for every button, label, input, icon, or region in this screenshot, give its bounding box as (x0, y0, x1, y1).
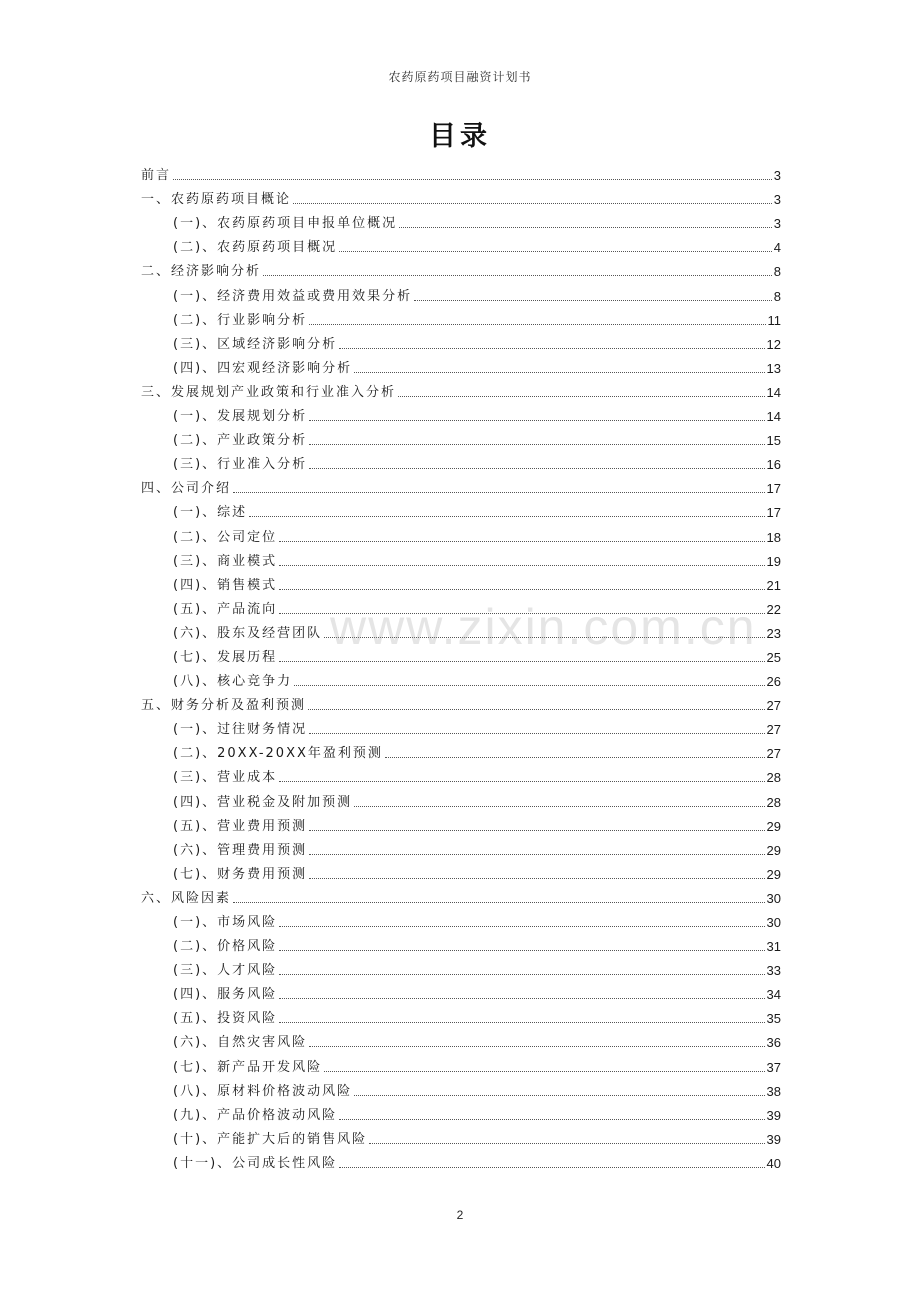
toc-entry-page: 28 (766, 794, 781, 810)
toc-dot-leader (279, 998, 764, 999)
toc-entry[interactable] (141, 1076, 781, 1100)
toc-entry-page: 36 (766, 1035, 781, 1051)
toc-entry[interactable] (141, 979, 781, 1003)
toc-entry-page: 35 (766, 1011, 781, 1027)
toc-dot-leader (279, 541, 764, 542)
toc-entry-label: (五)、营业费用预测 (173, 818, 308, 834)
toc-dot-leader (324, 637, 764, 638)
toc-entry[interactable] (141, 401, 781, 425)
toc-entry[interactable] (141, 642, 781, 666)
toc-entry-page: 19 (766, 553, 781, 569)
toc-entry[interactable] (141, 425, 781, 449)
toc-dot-leader (309, 878, 764, 879)
toc-entry[interactable] (141, 184, 781, 208)
toc-dot-leader (279, 950, 764, 951)
toc-dot-leader (369, 1143, 764, 1144)
toc-entry-label: 四、公司介绍 (141, 481, 232, 497)
toc-entry-page: 34 (766, 987, 781, 1003)
toc-entry-label: (六)、自然灾害风险 (173, 1035, 308, 1051)
toc-entry[interactable] (141, 546, 781, 570)
toc-entry-page: 22 (766, 601, 781, 617)
toc-entry[interactable] (141, 859, 781, 883)
toc-entry-label: 前言 (141, 168, 172, 184)
toc-dot-leader (308, 709, 765, 710)
toc-entry-page: 28 (766, 770, 781, 786)
toc-entry-label: (七)、财务费用预测 (173, 866, 308, 882)
toc-entry[interactable] (141, 955, 781, 979)
toc-dot-leader (279, 565, 764, 566)
toc-entry[interactable] (141, 160, 781, 184)
toc-dot-leader (263, 275, 772, 276)
toc-entry-label: (八)、核心竞争力 (173, 674, 293, 690)
toc-entry[interactable] (141, 256, 781, 280)
toc-dot-leader (279, 781, 764, 782)
toc-entry[interactable] (141, 690, 781, 714)
toc-dot-leader (339, 1119, 764, 1120)
toc-entry-page: 15 (766, 433, 781, 449)
toc-entry-label: (四)、服务风险 (173, 987, 278, 1003)
toc-entry-label: (一)、过往财务情况 (173, 722, 308, 738)
toc-entry-page: 3 (773, 216, 781, 232)
toc-entry-label: (四)、销售模式 (173, 577, 278, 593)
toc-entry[interactable] (141, 618, 781, 642)
toc-entry-page: 18 (766, 529, 781, 545)
toc-dot-leader (279, 613, 764, 614)
toc-entry[interactable] (141, 738, 781, 762)
toc-dot-leader (309, 830, 764, 831)
toc-entry-label: (二)、20XX-20XX年盈利预测 (173, 746, 383, 762)
toc-entry[interactable] (141, 883, 781, 907)
toc-dot-leader (414, 300, 772, 301)
toc-entry-label: (三)、商业模式 (173, 553, 278, 569)
toc-entry[interactable] (141, 329, 781, 353)
toc-entry-page: 30 (766, 890, 781, 906)
toc-dot-leader (233, 902, 765, 903)
toc-entry[interactable] (141, 714, 781, 738)
toc-entry-label: (三)、区域经济影响分析 (173, 336, 338, 352)
toc-entry-label: (十一)、公司成长性风险 (173, 1155, 338, 1171)
toc-dot-leader (309, 444, 764, 445)
toc-dot-leader (399, 227, 772, 228)
toc-entry[interactable] (141, 280, 781, 304)
toc-entry[interactable] (141, 208, 781, 232)
toc-dot-leader (354, 372, 764, 373)
toc-entry-label: (九)、产品价格波动风险 (173, 1107, 338, 1123)
toc-entry-label: (二)、价格风险 (173, 939, 278, 955)
toc-entry-label: (五)、投资风险 (173, 1011, 278, 1027)
toc-entry-page: 23 (766, 625, 781, 641)
running-header: 农药原药项目融资计划书 (388, 70, 532, 84)
toc-dot-leader (309, 854, 764, 855)
toc-entry-label: (二)、行业影响分析 (173, 312, 308, 328)
toc-entry-page: 33 (766, 963, 781, 979)
toc-entry-label: (八)、原材料价格波动风险 (173, 1083, 353, 1099)
toc-entry-label: (五)、产品流向 (173, 601, 278, 617)
toc-entry-page: 16 (766, 457, 781, 473)
toc-entry-page: 13 (766, 360, 781, 376)
toc-entry[interactable] (141, 1100, 781, 1124)
toc-dot-leader (279, 1022, 764, 1023)
toc-entry-page: 31 (766, 939, 781, 955)
toc-entry-page: 29 (766, 866, 781, 882)
toc-entry-page: 12 (766, 336, 781, 352)
page-title: 目录 (429, 121, 491, 152)
toc-entry-label: (七)、发展历程 (173, 649, 278, 665)
watermark: www.zixin.com.cn (330, 599, 757, 655)
toc-entry-label: (四)、四宏观经济影响分析 (173, 360, 353, 376)
toc-entry[interactable] (141, 1124, 781, 1148)
toc-dot-leader (293, 203, 772, 204)
toc-dot-leader (385, 757, 765, 758)
toc-entry-page: 14 (766, 409, 781, 425)
toc-entry[interactable] (141, 1148, 781, 1172)
toc-entry[interactable] (141, 666, 781, 690)
toc-dot-leader (398, 396, 765, 397)
toc-dot-leader (294, 685, 764, 686)
toc-entry-label: (七)、新产品开发风险 (173, 1059, 323, 1075)
toc-entry[interactable] (141, 377, 781, 401)
toc-entry-page: 27 (766, 746, 781, 762)
toc-entry-label: 五、财务分析及盈利预测 (141, 698, 307, 714)
toc-dot-leader (279, 661, 764, 662)
toc-entry-page: 38 (766, 1083, 781, 1099)
toc-entry-label: (三)、行业准入分析 (173, 457, 308, 473)
toc-entry-page: 8 (773, 288, 781, 304)
page-number: 2 (456, 1208, 464, 1222)
toc-entry-page: 21 (766, 577, 781, 593)
toc-entry-label: 三、发展规划产业政策和行业准入分析 (141, 384, 397, 400)
toc-entry-page: 4 (773, 240, 781, 256)
toc-dot-leader (279, 589, 764, 590)
toc-entry[interactable] (141, 521, 781, 545)
toc-entry[interactable] (141, 1027, 781, 1051)
toc-entry[interactable] (141, 353, 781, 377)
toc-entry-page: 39 (766, 1131, 781, 1147)
toc-dot-leader (309, 324, 765, 325)
toc-entry[interactable] (141, 570, 781, 594)
toc-entry[interactable] (141, 835, 781, 859)
toc-entry[interactable] (141, 931, 781, 955)
toc-entry-page: 27 (766, 698, 781, 714)
toc-entry-page: 3 (773, 192, 781, 208)
table-of-contents (141, 160, 781, 1172)
toc-entry-page: 26 (766, 674, 781, 690)
toc-entry-page: 37 (766, 1059, 781, 1075)
toc-entry[interactable] (141, 1051, 781, 1075)
toc-entry-page: 14 (766, 384, 781, 400)
toc-entry[interactable] (141, 449, 781, 473)
toc-entry[interactable] (141, 594, 781, 618)
toc-entry-label: (六)、股东及经营团队 (173, 625, 323, 641)
toc-entry[interactable] (141, 232, 781, 256)
toc-entry-page: 25 (766, 649, 781, 665)
toc-entry-label: (六)、管理费用预测 (173, 842, 308, 858)
toc-dot-leader (339, 1167, 764, 1168)
toc-entry-page: 30 (766, 915, 781, 930)
toc-dot-leader (309, 1046, 764, 1047)
toc-entry-label: (二)、公司定位 (173, 529, 278, 545)
toc-entry[interactable] (141, 762, 781, 786)
toc-entry-page: 11 (767, 312, 781, 328)
toc-entry[interactable] (141, 1003, 781, 1027)
toc-entry-page: 29 (766, 818, 781, 834)
toc-dot-leader (173, 179, 772, 180)
toc-entry-label: (二)、产业政策分析 (173, 433, 308, 449)
toc-dot-leader (249, 516, 764, 517)
toc-entry-label: (四)、营业税金及附加预测 (173, 794, 353, 810)
toc-entry-label: (三)、营业成本 (173, 770, 278, 786)
toc-dot-leader (309, 468, 764, 469)
toc-entry-page: 27 (766, 722, 781, 738)
toc-entry-label: 一、农药原药项目概论 (141, 192, 292, 208)
toc-entry-label: (十)、产能扩大后的销售风险 (173, 1131, 368, 1147)
toc-dot-leader (279, 974, 764, 975)
toc-entry-label: (一)、经济费用效益或费用效果分析 (173, 288, 413, 304)
toc-dot-leader (279, 926, 764, 927)
toc-entry-page: 17 (766, 481, 781, 497)
toc-entry-label: (一)、农药原药项目申报单位概况 (173, 216, 398, 232)
toc-dot-leader (339, 251, 772, 252)
toc-dot-leader (354, 806, 764, 807)
toc-entry-label: (一)、发展规划分析 (173, 409, 308, 425)
toc-entry-label: (一)、综述 (173, 505, 248, 521)
toc-entry-page: 39 (766, 1107, 781, 1123)
toc-entry-page: 8 (773, 264, 781, 280)
toc-dot-leader (354, 1095, 764, 1096)
toc-dot-leader (309, 420, 764, 421)
toc-entry[interactable] (141, 786, 781, 810)
toc-entry[interactable] (141, 305, 781, 329)
toc-entry-label: 二、经济影响分析 (141, 264, 262, 280)
toc-entry[interactable] (141, 473, 781, 497)
toc-dot-leader (233, 492, 765, 493)
toc-entry-label: (一)、市场风险 (173, 915, 278, 930)
toc-entry[interactable] (141, 907, 781, 931)
toc-entry-page: 29 (766, 842, 781, 858)
toc-entry-page: 40 (766, 1155, 781, 1171)
toc-entry[interactable] (141, 497, 781, 521)
toc-entry-page: 3 (773, 168, 781, 184)
toc-entry-label: (三)、人才风险 (173, 963, 278, 979)
toc-entry-label: 六、风险因素 (141, 890, 232, 906)
toc-dot-leader (324, 1071, 764, 1072)
toc-entry[interactable] (141, 811, 781, 835)
toc-entry-page: 17 (766, 505, 781, 521)
toc-dot-leader (339, 348, 764, 349)
toc-dot-leader (309, 733, 764, 734)
toc-entry-label: (二)、农药原药项目概况 (173, 240, 338, 256)
